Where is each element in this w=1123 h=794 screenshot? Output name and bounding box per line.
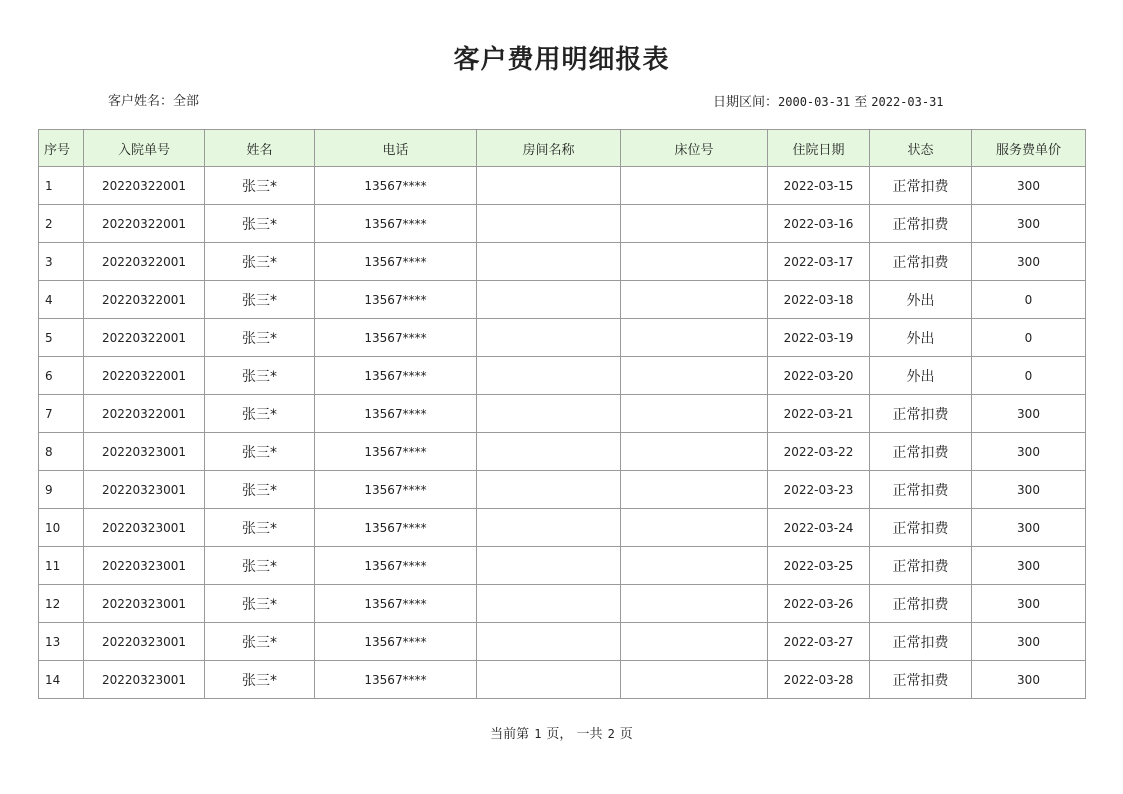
table-row	[39, 547, 1086, 585]
cell-name: 张三*	[205, 471, 315, 509]
cell-phone: 13567****	[315, 167, 477, 205]
cell-bed-no	[621, 547, 768, 585]
table-row	[39, 471, 1086, 509]
cell-seq: 14	[39, 661, 84, 699]
cell-room-name	[477, 471, 621, 509]
table-row	[39, 205, 1086, 243]
cell-room-name	[477, 623, 621, 661]
cell-status: 正常扣费	[870, 623, 972, 661]
cell-phone: 13567****	[315, 319, 477, 357]
cell-room-name	[477, 167, 621, 205]
cell-name: 张三*	[205, 281, 315, 319]
cell-stay-date: 2022-03-23	[768, 471, 870, 509]
cell-seq: 2	[39, 205, 84, 243]
table-row	[39, 281, 1086, 319]
cell-seq: 6	[39, 357, 84, 395]
cell-room-name	[477, 509, 621, 547]
cell-phone: 13567****	[315, 623, 477, 661]
cell-room-name	[477, 585, 621, 623]
date-range-start: 2000-03-31	[778, 95, 851, 109]
cell-seq: 7	[39, 395, 84, 433]
cell-unit-fee: 300	[972, 243, 1086, 281]
pagination-current-page: 1	[534, 727, 542, 741]
cell-admission-no: 20220322001	[84, 319, 205, 357]
cell-unit-fee: 300	[972, 205, 1086, 243]
cell-status: 正常扣费	[870, 661, 972, 699]
header-status: 状态	[870, 130, 972, 167]
cell-bed-no	[621, 395, 768, 433]
cell-bed-no	[621, 661, 768, 699]
date-range-filter	[713, 92, 944, 112]
header-seq: 序号	[39, 130, 84, 167]
cell-name: 张三*	[205, 395, 315, 433]
cell-status: 正常扣费	[870, 167, 972, 205]
cell-unit-fee: 0	[972, 319, 1086, 357]
cell-bed-no	[621, 319, 768, 357]
header-room-name: 房间名称	[477, 130, 621, 167]
cell-room-name	[477, 433, 621, 471]
cell-status: 正常扣费	[870, 395, 972, 433]
cell-seq: 9	[39, 471, 84, 509]
table-row	[39, 509, 1086, 547]
cell-admission-no: 20220323001	[84, 661, 205, 699]
date-range-label: 日期区间：	[713, 95, 779, 110]
cell-unit-fee: 0	[972, 281, 1086, 319]
cell-unit-fee: 300	[972, 167, 1086, 205]
cell-bed-no	[621, 167, 768, 205]
cell-unit-fee: 300	[972, 547, 1086, 585]
table-header	[39, 130, 1086, 167]
cell-stay-date: 2022-03-15	[768, 167, 870, 205]
cell-stay-date: 2022-03-19	[768, 319, 870, 357]
cell-phone: 13567****	[315, 547, 477, 585]
cell-status: 外出	[870, 281, 972, 319]
cell-name: 张三*	[205, 243, 315, 281]
cell-stay-date: 2022-03-25	[768, 547, 870, 585]
cell-status: 正常扣费	[870, 547, 972, 585]
cell-name: 张三*	[205, 319, 315, 357]
cell-bed-no	[621, 509, 768, 547]
cell-name: 张三*	[205, 205, 315, 243]
cell-stay-date: 2022-03-26	[768, 585, 870, 623]
cell-name: 张三*	[205, 509, 315, 547]
pagination	[0, 724, 1123, 745]
cell-status: 正常扣费	[870, 433, 972, 471]
cell-room-name	[477, 395, 621, 433]
cell-bed-no	[621, 243, 768, 281]
cell-stay-date: 2022-03-28	[768, 661, 870, 699]
cell-phone: 13567****	[315, 509, 477, 547]
cell-admission-no: 20220322001	[84, 167, 205, 205]
cell-room-name	[477, 319, 621, 357]
report-title: 客户费用明细报表	[453, 45, 670, 75]
fee-detail-table	[38, 129, 1086, 699]
cell-unit-fee: 300	[972, 509, 1086, 547]
cell-seq: 8	[39, 433, 84, 471]
cell-admission-no: 20220322001	[84, 281, 205, 319]
cell-admission-no: 20220322001	[84, 395, 205, 433]
header-name: 姓名	[205, 130, 315, 167]
cell-stay-date: 2022-03-27	[768, 623, 870, 661]
cell-seq: 4	[39, 281, 84, 319]
cell-room-name	[477, 205, 621, 243]
cell-seq: 12	[39, 585, 84, 623]
table-row	[39, 243, 1086, 281]
header-admission-no: 入院单号	[84, 130, 205, 167]
cell-bed-no	[621, 623, 768, 661]
cell-unit-fee: 300	[972, 585, 1086, 623]
cell-room-name	[477, 281, 621, 319]
table-row	[39, 433, 1086, 471]
cell-admission-no: 20220323001	[84, 433, 205, 471]
cell-room-name	[477, 661, 621, 699]
table-row	[39, 623, 1086, 661]
cell-status: 正常扣费	[870, 509, 972, 547]
cell-name: 张三*	[205, 547, 315, 585]
table-header-row	[39, 130, 1086, 167]
cell-phone: 13567****	[315, 205, 477, 243]
cell-stay-date: 2022-03-24	[768, 509, 870, 547]
header-bed-no: 床位号	[621, 130, 768, 167]
header-stay-date: 住院日期	[768, 130, 870, 167]
cell-stay-date: 2022-03-17	[768, 243, 870, 281]
cell-name: 张三*	[205, 623, 315, 661]
cell-unit-fee: 300	[972, 623, 1086, 661]
table-row	[39, 395, 1086, 433]
cell-seq: 13	[39, 623, 84, 661]
customer-filter-label: 客户姓名：	[108, 94, 174, 109]
date-range-separator: 至	[854, 95, 868, 110]
cell-admission-no: 20220322001	[84, 243, 205, 281]
cell-unit-fee: 0	[972, 357, 1086, 395]
pagination-suffix: 页	[619, 727, 633, 742]
cell-name: 张三*	[205, 433, 315, 471]
cell-bed-no	[621, 433, 768, 471]
cell-bed-no	[621, 585, 768, 623]
cell-seq: 3	[39, 243, 84, 281]
cell-name: 张三*	[205, 167, 315, 205]
cell-admission-no: 20220322001	[84, 357, 205, 395]
table-row	[39, 357, 1086, 395]
cell-name: 张三*	[205, 357, 315, 395]
date-range-end: 2022-03-31	[871, 95, 944, 109]
pagination-prefix: 当前第	[490, 727, 530, 742]
cell-seq: 1	[39, 167, 84, 205]
cell-stay-date: 2022-03-20	[768, 357, 870, 395]
table-row	[39, 585, 1086, 623]
cell-seq: 10	[39, 509, 84, 547]
cell-status: 外出	[870, 319, 972, 357]
cell-seq: 5	[39, 319, 84, 357]
cell-room-name	[477, 243, 621, 281]
pagination-mid: 页， 一共	[546, 727, 603, 742]
cell-admission-no: 20220323001	[84, 509, 205, 547]
cell-status: 正常扣费	[870, 243, 972, 281]
pagination-total-pages: 2	[607, 727, 615, 741]
cell-phone: 13567****	[315, 395, 477, 433]
cell-seq: 11	[39, 547, 84, 585]
cell-status: 外出	[870, 357, 972, 395]
table-row	[39, 661, 1086, 699]
cell-unit-fee: 300	[972, 471, 1086, 509]
customer-filter-value: 全部	[173, 94, 200, 109]
cell-bed-no	[621, 471, 768, 509]
cell-bed-no	[621, 205, 768, 243]
cell-room-name	[477, 357, 621, 395]
customer-filter	[108, 92, 199, 112]
cell-admission-no: 20220323001	[84, 547, 205, 585]
cell-admission-no: 20220322001	[84, 205, 205, 243]
cell-phone: 13567****	[315, 357, 477, 395]
header-unit-fee: 服务费单价	[972, 130, 1086, 167]
cell-phone: 13567****	[315, 433, 477, 471]
cell-status: 正常扣费	[870, 205, 972, 243]
cell-stay-date: 2022-03-21	[768, 395, 870, 433]
cell-stay-date: 2022-03-18	[768, 281, 870, 319]
cell-phone: 13567****	[315, 585, 477, 623]
cell-unit-fee: 300	[972, 395, 1086, 433]
cell-admission-no: 20220323001	[84, 623, 205, 661]
cell-name: 张三*	[205, 585, 315, 623]
cell-admission-no: 20220323001	[84, 585, 205, 623]
cell-phone: 13567****	[315, 243, 477, 281]
cell-phone: 13567****	[315, 471, 477, 509]
cell-phone: 13567****	[315, 661, 477, 699]
table-row	[39, 319, 1086, 357]
table-body	[39, 167, 1086, 699]
cell-unit-fee: 300	[972, 433, 1086, 471]
table-row	[39, 167, 1086, 205]
cell-status: 正常扣费	[870, 471, 972, 509]
cell-admission-no: 20220323001	[84, 471, 205, 509]
cell-bed-no	[621, 281, 768, 319]
header-phone: 电话	[315, 130, 477, 167]
cell-stay-date: 2022-03-22	[768, 433, 870, 471]
cell-unit-fee: 300	[972, 661, 1086, 699]
cell-phone: 13567****	[315, 281, 477, 319]
cell-bed-no	[621, 357, 768, 395]
cell-room-name	[477, 547, 621, 585]
cell-name: 张三*	[205, 661, 315, 699]
cell-stay-date: 2022-03-16	[768, 205, 870, 243]
cell-status: 正常扣费	[870, 585, 972, 623]
